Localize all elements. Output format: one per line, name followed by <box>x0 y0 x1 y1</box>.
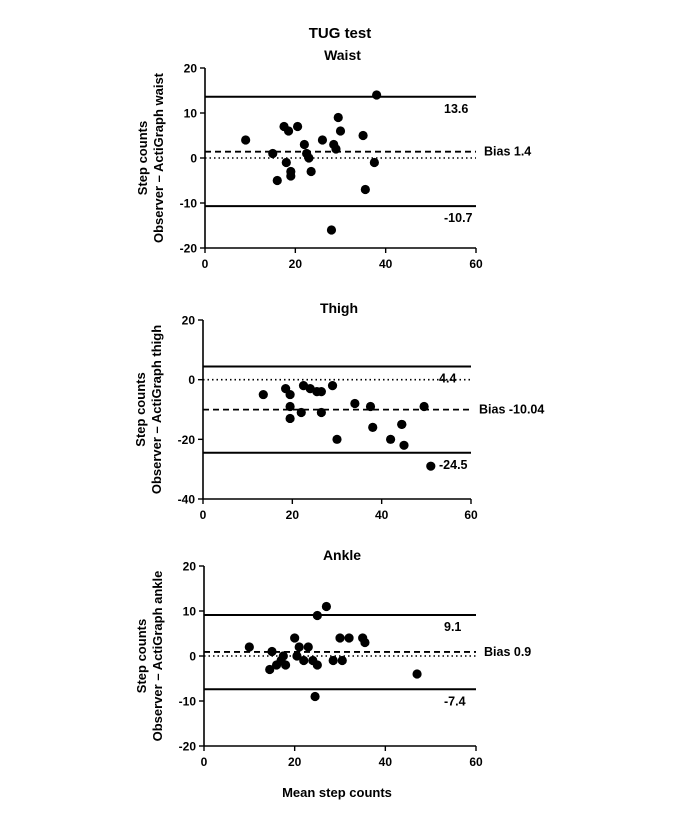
panel-title: Ankle <box>322 547 362 563</box>
x-tick-label: 0 <box>199 508 207 522</box>
y-tick-label: 0 <box>190 151 197 166</box>
data-point <box>317 387 326 396</box>
x-tick-label: 20 <box>287 755 302 769</box>
data-point <box>310 692 319 701</box>
data-point <box>370 158 379 167</box>
y-tick-label: -20 <box>179 241 197 256</box>
data-point <box>366 402 375 411</box>
y-tick-label: 20 <box>181 313 195 328</box>
data-point <box>399 441 408 450</box>
data-point <box>300 140 309 149</box>
data-point <box>322 602 331 611</box>
panel-title: Waist <box>324 47 361 63</box>
x-tick-label: 60 <box>469 257 483 271</box>
data-point <box>299 656 308 665</box>
data-point <box>332 435 341 444</box>
y-tick-label: 0 <box>189 649 196 664</box>
data-point <box>334 113 343 122</box>
bias-label: Bias -10.04 <box>479 402 545 417</box>
lower-loa-label: -24.5 <box>439 457 468 472</box>
x-tick-label: 0 <box>201 257 209 271</box>
data-point <box>307 167 316 176</box>
data-point <box>304 153 313 162</box>
bias-label: Bias 1.4 <box>484 144 532 159</box>
y-axis-label-line1: Step counts <box>135 120 150 196</box>
data-point <box>279 651 288 660</box>
data-point <box>344 633 353 642</box>
data-point <box>286 414 295 423</box>
data-point <box>328 381 337 390</box>
lower-loa-label: -10.7 <box>444 211 473 226</box>
y-axis-label-line2: Observer – ActiGraph waist <box>151 72 166 244</box>
data-point <box>284 126 293 135</box>
x-tick-label: 60 <box>464 508 478 522</box>
data-point <box>317 408 326 417</box>
data-point <box>286 390 295 399</box>
y-axis-label-line2: Observer – ActiGraph ankle <box>150 570 165 742</box>
y-tick-label: 0 <box>188 373 195 388</box>
data-point <box>281 660 290 669</box>
x-axis-label: Mean step counts <box>282 785 392 800</box>
y-tick-label: -10 <box>179 196 197 211</box>
data-point <box>241 135 250 144</box>
data-point <box>295 642 304 651</box>
data-point <box>412 669 421 678</box>
data-point <box>368 423 377 432</box>
data-point <box>304 642 313 651</box>
data-point <box>245 642 254 651</box>
x-tick-label: 60 <box>469 755 483 769</box>
data-point <box>386 435 395 444</box>
x-tick-label: 0 <box>200 755 208 769</box>
data-point <box>420 402 429 411</box>
data-point <box>336 126 345 135</box>
data-point <box>329 656 338 665</box>
y-tick-label: -20 <box>178 739 196 754</box>
x-tick-label: 20 <box>288 257 303 271</box>
data-point <box>397 420 406 429</box>
data-point <box>297 408 306 417</box>
bias-label: Bias 0.9 <box>484 644 532 659</box>
data-point <box>286 402 295 411</box>
y-tick-label: -40 <box>177 492 195 507</box>
data-point <box>358 131 367 140</box>
data-point <box>372 90 381 99</box>
upper-loa-label: 9.1 <box>444 620 462 635</box>
panel-title: Thigh <box>319 300 359 316</box>
data-point <box>290 633 299 642</box>
y-axis-label-line1: Step counts <box>134 618 149 694</box>
panels <box>133 47 544 769</box>
data-point <box>338 656 347 665</box>
data-point <box>282 158 291 167</box>
data-point <box>267 647 276 656</box>
data-point <box>426 462 435 471</box>
data-point <box>286 171 295 180</box>
y-tick-label: -20 <box>177 432 195 447</box>
upper-loa-label: 4.4 <box>439 371 457 386</box>
data-point <box>327 225 336 234</box>
upper-loa-label: 13.6 <box>444 101 469 116</box>
data-point <box>318 135 327 144</box>
x-tick-label: 40 <box>378 257 393 271</box>
data-point <box>350 399 359 408</box>
x-tick-label: 20 <box>285 508 300 522</box>
data-point <box>268 149 277 158</box>
data-point <box>361 185 370 194</box>
data-point <box>313 611 322 620</box>
data-point <box>259 390 268 399</box>
lower-loa-label: -7.4 <box>444 694 466 709</box>
figure-title: TUG test <box>308 25 372 42</box>
y-axis-label-line2: Observer – ActiGraph thigh <box>149 324 164 495</box>
data-point <box>331 144 340 153</box>
data-point <box>293 122 302 131</box>
data-point <box>360 638 369 647</box>
y-tick-label: 10 <box>183 106 197 121</box>
y-tick-label: 10 <box>182 604 196 619</box>
data-point <box>273 176 282 185</box>
panel-waist <box>135 47 531 271</box>
y-tick-label: 20 <box>182 559 196 574</box>
panel-ankle <box>134 547 531 769</box>
y-axis-label-line1: Step counts <box>133 372 148 447</box>
x-tick-label: 40 <box>378 755 393 769</box>
data-point <box>313 660 322 669</box>
y-tick-label: -10 <box>178 694 196 709</box>
x-tick-label: 40 <box>374 508 389 522</box>
y-tick-label: 20 <box>183 61 197 76</box>
panel-thigh <box>133 300 544 522</box>
data-point <box>335 633 344 642</box>
